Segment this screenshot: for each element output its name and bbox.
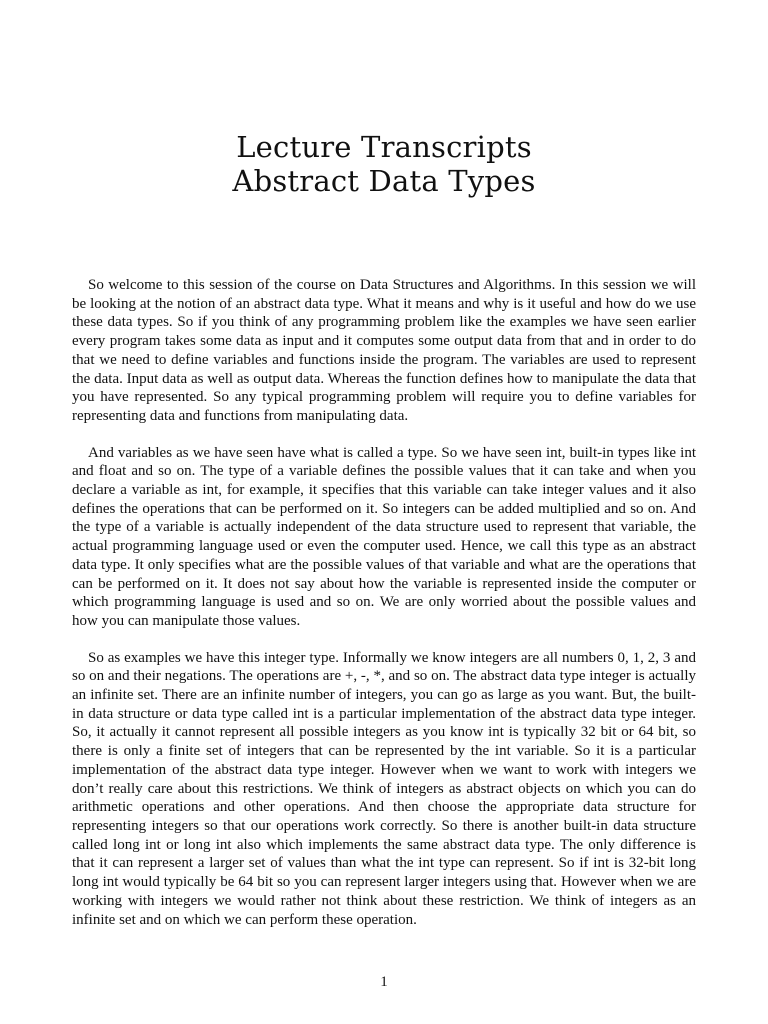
paragraph-2: And variables as we have seen have what is called a type. So we have seen int, built-in types like int and float and so on. The type of a variable defines the possible values that it can take and when you declare a variable as int, for example, it specifies that this variable can take integer values and it also defines the operations that can be performed on it. So integers can be added multiplied and so on. And the type of a variable is actually independent of the data structure used to represent that variable, the actual programming language used or even the computer used. Hence, we call this type as an abstract data type. It only specifies what are the possible values of that variable and what are the operations that can be performed on it. It does not say about how the variable is represented inside the computer or which programming language is used and so on. We are only worried about the possible values and how you can manipulate those values. — [72, 444, 696, 629]
document-title-line-2: Abstract Data Types — [232, 164, 536, 198]
body-text — [72, 276, 696, 947]
document-title-line-1: Lecture Transcripts — [236, 130, 532, 164]
paragraph-1: So welcome to this session of the course on Data Structures and Algorithms. In this session we will be looking at the notion of an abstract data type. What it means and why is it useful and how do we use these data types. So if you think of any programming problem like the examples we have seen earlier every program takes some data as input and it computes some output data from that and in order to do that we need to define variables and functions inside the program. The variables are used to represent the data. Input data as well as output data. Whereas the function defines how to manipulate the data that you have represented. So any typical programming problem will require you to define variables for representing data and functions from manipulating data. — [72, 277, 696, 424]
paragraph-3: So as examples we have this integer type. Informally we know integers are all numbers 0, 1, 2, 3 and so on and their negations. The operations are +, -, *, and so on. The abstract data type integer is actually an infinite set. There are an infinite number of integers, you can go as large as you want. But, the built-in data structure or data type called int is a particular implementation of the abstract data type integer. So, it actually it cannot represent all possible integers as you know int is typically 32 bit or 64 bit, so there is only a finite set of integers that can be represented by the int variable. So it is a particular implementation of the abstract data type integer. However when we want to work with integers we don’t really care about this restrictions. We think of integers as abstract objects on which you can do arithmetic operations and other operations. And then choose the appropriate data structure for representing integers so that our operations work correctly. So there is another built-in data structure called long int or long int also which implements the same abstract data type. The only difference is that it can represent a larger set of values than what the int type can represent. So if int is 32-bit long long int would typically be 64 bit so you can represent larger integers using that. However when we are working with integers we would rather not think about these restriction. We think of integers as an infinite set and on which we can perform these operation. — [72, 649, 696, 928]
title-block — [0, 130, 768, 198]
page-number: 1 — [380, 974, 388, 990]
